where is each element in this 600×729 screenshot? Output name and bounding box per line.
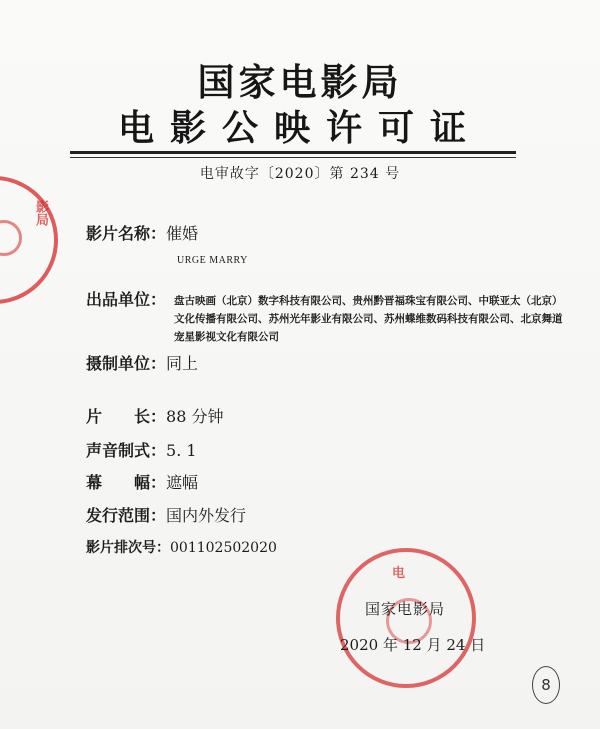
screen-label: 幕 幅： <box>86 473 167 492</box>
screen-value: 遮幅 <box>166 473 199 492</box>
production-label: 摄制单位： <box>86 354 167 373</box>
issuer-name: 国家电影局 <box>365 600 446 618</box>
batch-value: 001102502020 <box>170 540 277 556</box>
length-row <box>86 404 223 427</box>
production-value: 同上 <box>166 354 199 373</box>
sound-value: 5. 1 <box>166 441 197 460</box>
title-rule-thick <box>70 151 516 154</box>
screen-row <box>86 470 198 493</box>
certificate-title: 电影公映许可证 <box>117 108 482 149</box>
producers-value: 盘古映画（北京）数字科技有限公司、贵州黔晋福珠宝有限公司、中联亚太（北京）文化传播有限公司、苏州光年影业有限公司、苏州蝶维数码科技有限公司、北京舞道宠星影视文化有限公司 <box>174 295 563 343</box>
document-number: 电审故字〔2020〕第 234 号 <box>199 166 401 182</box>
length-value: 88 分钟 <box>166 407 224 426</box>
length-label: 片 长： <box>86 407 167 426</box>
production-row <box>86 351 198 374</box>
issue-date: 2020 年 12 月 24 日 <box>340 636 486 654</box>
sound-row <box>86 438 197 461</box>
batch-label: 影片排次号： <box>86 540 170 556</box>
distribution-row <box>86 503 246 526</box>
right-seal-text: 电 <box>392 566 408 581</box>
producers-label: 出品单位： <box>86 290 167 309</box>
page-number-mark: 8 <box>532 666 560 704</box>
left-seal-text: 影局 <box>33 200 48 226</box>
film-name-label: 影片名称： <box>86 224 167 243</box>
batch-row <box>86 537 277 557</box>
distribution-label: 发行范围： <box>86 506 167 525</box>
film-english-title: URGE MARRY <box>177 255 248 266</box>
left-seal-stamp <box>0 176 58 304</box>
sound-label: 声音制式： <box>86 441 167 460</box>
distribution-value: 国内外发行 <box>166 506 247 525</box>
producers-row <box>86 287 166 310</box>
authority-title: 国家电影局 <box>197 61 403 104</box>
film-name-row <box>86 221 198 244</box>
title-rule-thin <box>70 157 516 158</box>
film-name-value: 催婚 <box>166 224 199 243</box>
